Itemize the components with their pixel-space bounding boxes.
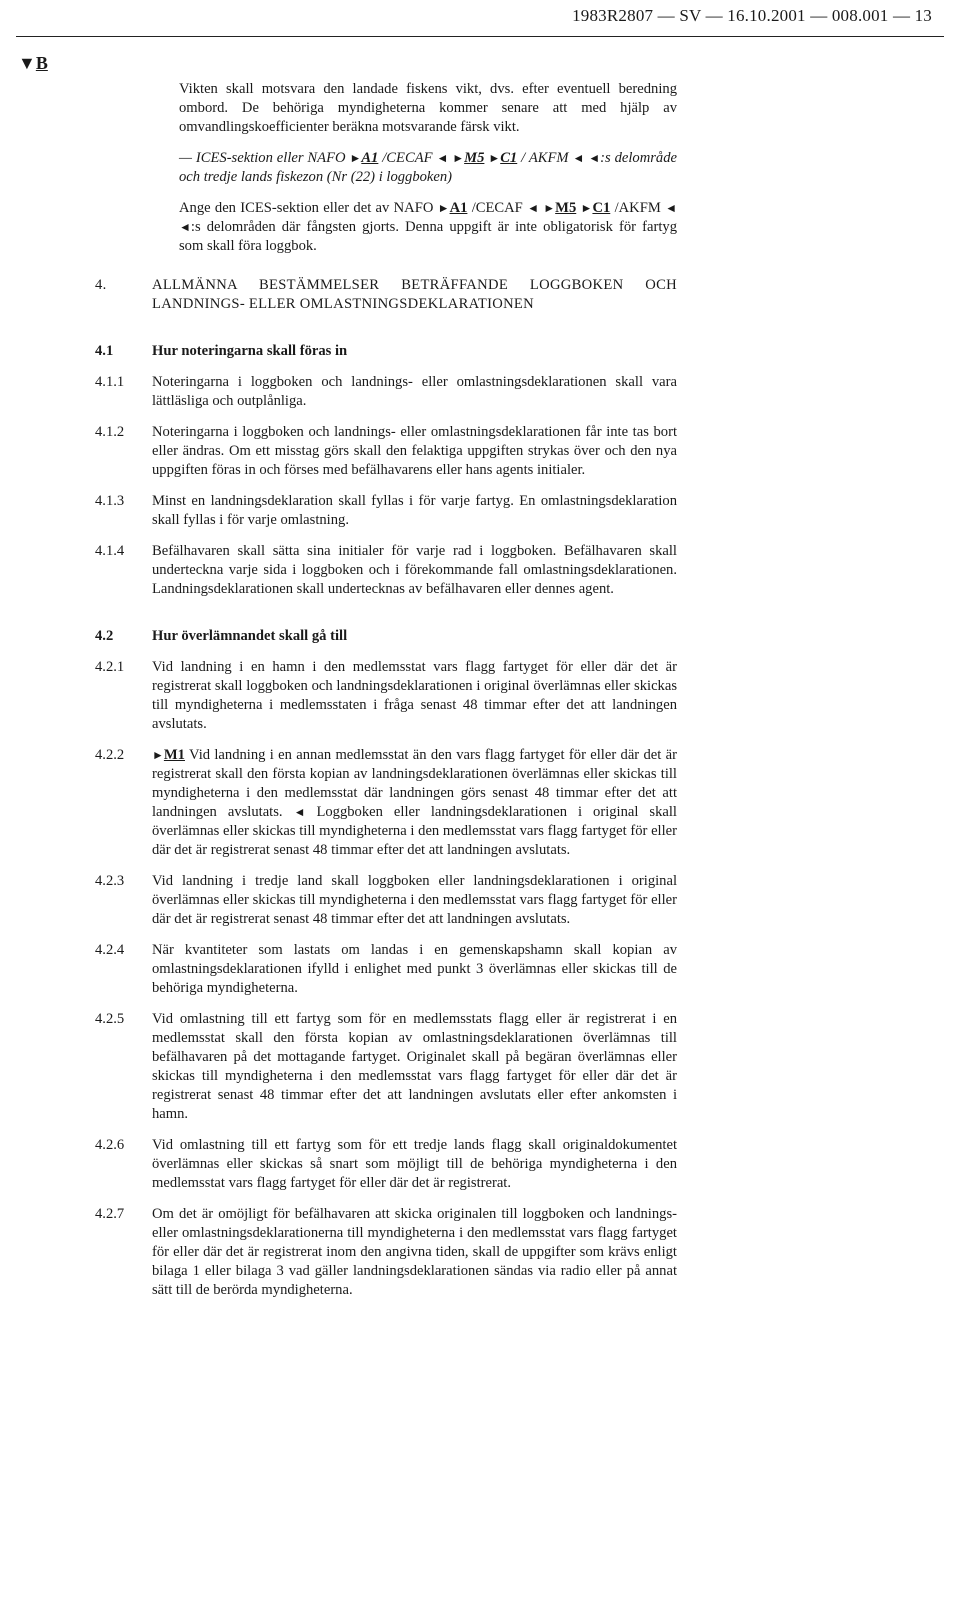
ref-c1[interactable]: C1	[500, 150, 518, 166]
clause-text: Noteringarna i loggboken och landnings- eller omlastningsdeklarationen skall vara lättläsliga och outplånliga.	[152, 374, 677, 409]
subsection-number: 4.1	[95, 343, 114, 359]
amend-close-icon: ◄	[588, 151, 601, 165]
amend-open-icon: ►	[437, 201, 450, 215]
ref-m1[interactable]: M1	[163, 747, 185, 763]
clause-text: ►M1 Vid landning i en annan medlemsstat än den vars flagg fartyget för eller där det är registrerat skall den första kopian av landningsdeklarationen överlämnas eller skickas till myndigheterna i den medlemsstat där landningen görs senast 48 timmar efter det att landningen avslutats. ◄ Loggboken eller landningsdeklarationen i original skall överlämnas eller skickas till myndigheterna i den medlemsstat vars flagg fartyget för eller där det är registrerat senast 48 timmar efter det att landningen avslutats.	[152, 747, 677, 858]
clause-text: Minst en landningsdeklaration skall fyllas i för varje fartyg. En omlastningsdeklaration skall fyllas i för varje omlastning.	[152, 493, 677, 528]
clause-4-1-1	[95, 373, 677, 411]
document-body	[95, 80, 677, 1300]
clause-4-2-1	[95, 658, 677, 734]
subsection-number: 4.2	[95, 628, 114, 644]
amend-open-icon: ►	[580, 201, 593, 215]
clause-number: 4.2.5	[95, 1011, 125, 1027]
clause-number: 4.2.6	[95, 1137, 125, 1153]
clause-4-2-7	[95, 1205, 677, 1300]
ref-a1[interactable]: A1	[361, 150, 379, 166]
clause-4-2-2	[95, 746, 677, 860]
amend-close-icon: ◄	[572, 151, 585, 165]
clause-text: Befälhavaren skall sätta sina initialer för varje rad i loggboken. Befälhavaren skall underteckna varje sida i loggboken och i förekommande fall omlastningsdeklarationen. Landningsdeklarationen skall undertecknas av befälhavaren eller dennes agent.	[152, 543, 677, 597]
ref-a1[interactable]: A1	[449, 200, 468, 216]
subsection-title: Hur överlämnandet skall gå till	[152, 628, 348, 644]
amend-open-icon: ►	[452, 151, 465, 165]
clause-number: 4.1.2	[95, 424, 125, 440]
clause-text: När kvantiteter som lastats om landas i en gemenskapshamn skall kopian av omlastningsdeklarationen ifylld i enlighet med punkt 3 överlämnas eller skickas till de behöriga myndigheterna.	[152, 942, 677, 996]
section-title: ALLMÄNNA BESTÄMMELSER BETRÄFFANDE LOGGBOKEN OCH LANDNINGS- ELLER OMLASTNINGSDEKLARATIONEN	[152, 277, 677, 312]
ices-heading: — ICES-sektion eller NAFO ►A1 /CECAF ◄ ►M5 ►C1 / AKFM ◄ ◄:s delområde och tredje lands fiskezon (Nr (22) i loggboken)	[179, 150, 677, 185]
clause-number: 4.1.4	[95, 543, 125, 559]
ices-body: Ange den ICES-sektion eller det av NAFO ►A1 /CECAF ◄ ►M5 ►C1 /AKFM ◄ ◄:s delområden där fångsten gjorts. Denna uppgift är inte obligatorisk för fartyg som skall föra loggbok.	[179, 200, 677, 254]
amend-close-icon: ◄	[436, 151, 449, 165]
clause-4-1-4	[95, 542, 677, 599]
clause-text: Vid landning i tredje land skall loggboken eller landningsdeklarationen i original överlämnas eller skickas till myndigheterna i den medlemsstat vars flagg fartyget för eller där det är registrerat senast 48 timmar efter det att landningen avslutats.	[152, 873, 677, 927]
section-number: 4.	[95, 277, 107, 293]
subsection-4-1-heading	[95, 342, 677, 361]
clause-4-2-3	[95, 872, 677, 929]
clause-number: 4.2.4	[95, 942, 125, 958]
clause-4-2-4	[95, 941, 677, 998]
clause-text: Vid omlastning till ett fartyg som för ett tredje lands flagg skall originaldokumentet överlämnas eller skickas så snart som möjligt till de behöriga myndigheterna i den medlemsstat vars flagg fartyget för eller där det är registrerat.	[152, 1137, 677, 1191]
ref-m5[interactable]: M5	[464, 150, 485, 166]
clause-number: 4.2.7	[95, 1206, 125, 1222]
clause-text: Vid omlastning till ett fartyg som för en medlemsstats flagg eller är registrerat i en medlemsstat skall den första kopian av omlastningsdeklarationen överlämnas till befälhavaren på det mottagande fartyget. Originalet skall på begäran överlämnas eller skickas till myndigheterna i den medlemsstat vars flagg fartyget för eller där det är registrerat senast 48 timmar efter det att landningen avslutats eller efter ankomsten i hamn.	[152, 1011, 677, 1122]
page-header: 1983R2807 — SV — 16.10.2001 — 008.001 — 13	[572, 6, 932, 25]
clause-4-1-2	[95, 423, 677, 480]
clause-number: 4.1.1	[95, 374, 125, 390]
subsection-title: Hur noteringarna skall föras in	[152, 343, 348, 359]
clause-number: 4.1.3	[95, 493, 125, 509]
amend-open-icon: ►	[488, 151, 501, 165]
clause-4-1-3	[95, 492, 677, 530]
marker-label: B	[35, 53, 48, 73]
amend-open-icon: ►	[543, 201, 556, 215]
subsection-4-2-heading	[95, 627, 677, 646]
clause-4-2-5	[95, 1010, 677, 1124]
clause-number: 4.2.2	[95, 747, 125, 763]
clause-text: Om det är omöjligt för befälhavaren att skicka originalen till loggboken och landnings- eller omlastningsdeklarationerna till myndigheterna i den medlemsstat vars flagg fartyget för eller där det är registrerat inom den angivna tiden, skall de uppgifter som krävs enligt bilaga 1 eller bilaga 3 vad gäller landningsdeklarationen sändas via radio eller på annat sätt till de berörda myndigheterna.	[152, 1206, 677, 1298]
ref-m5[interactable]: M5	[555, 200, 577, 216]
ref-c1[interactable]: C1	[592, 200, 611, 216]
clause-4-2-6	[95, 1136, 677, 1193]
weight-paragraph: Vikten skall motsvara den landade fiskens vikt, dvs. efter eventuell beredning ombord. De behöriga myndigheterna kommer senare att med hjälp av omvandlingskoefficienter beräkna motsvarande färsk vikt.	[179, 81, 677, 135]
clause-number: 4.2.1	[95, 659, 125, 675]
marker-down-arrow-icon: ▼	[18, 53, 36, 73]
amend-close-icon: ◄	[527, 201, 539, 215]
clause-text: Noteringarna i loggboken och landnings- eller omlastningsdeklarationen får inte tas bort eller ändras. Om ett misstag görs skall den felaktiga uppgiften strykas över och den nya uppgiften föras in och förses med befälhavarens eller hans agents initialer.	[152, 424, 677, 478]
clause-number: 4.2.3	[95, 873, 125, 889]
section-4-heading	[95, 276, 677, 314]
amendment-marker-b	[18, 54, 48, 73]
clause-text: Vid landning i en hamn i den medlemsstat vars flagg fartyget för eller där det är registrerat skall loggboken och landningsdeklarationen i original överlämnas eller skickas till myndigheterna i medlemsstaten i fråga senast 48 timmar efter det att landningen avslutats.	[152, 659, 677, 732]
amend-open-icon: ►	[152, 748, 164, 762]
amend-open-icon: ►	[349, 151, 362, 165]
amend-close-icon: ◄	[665, 201, 677, 215]
ices-dash: —	[179, 150, 192, 166]
amend-close-icon: ◄	[179, 220, 191, 234]
header-rule	[16, 36, 944, 37]
amend-close-icon: ◄	[293, 805, 306, 819]
